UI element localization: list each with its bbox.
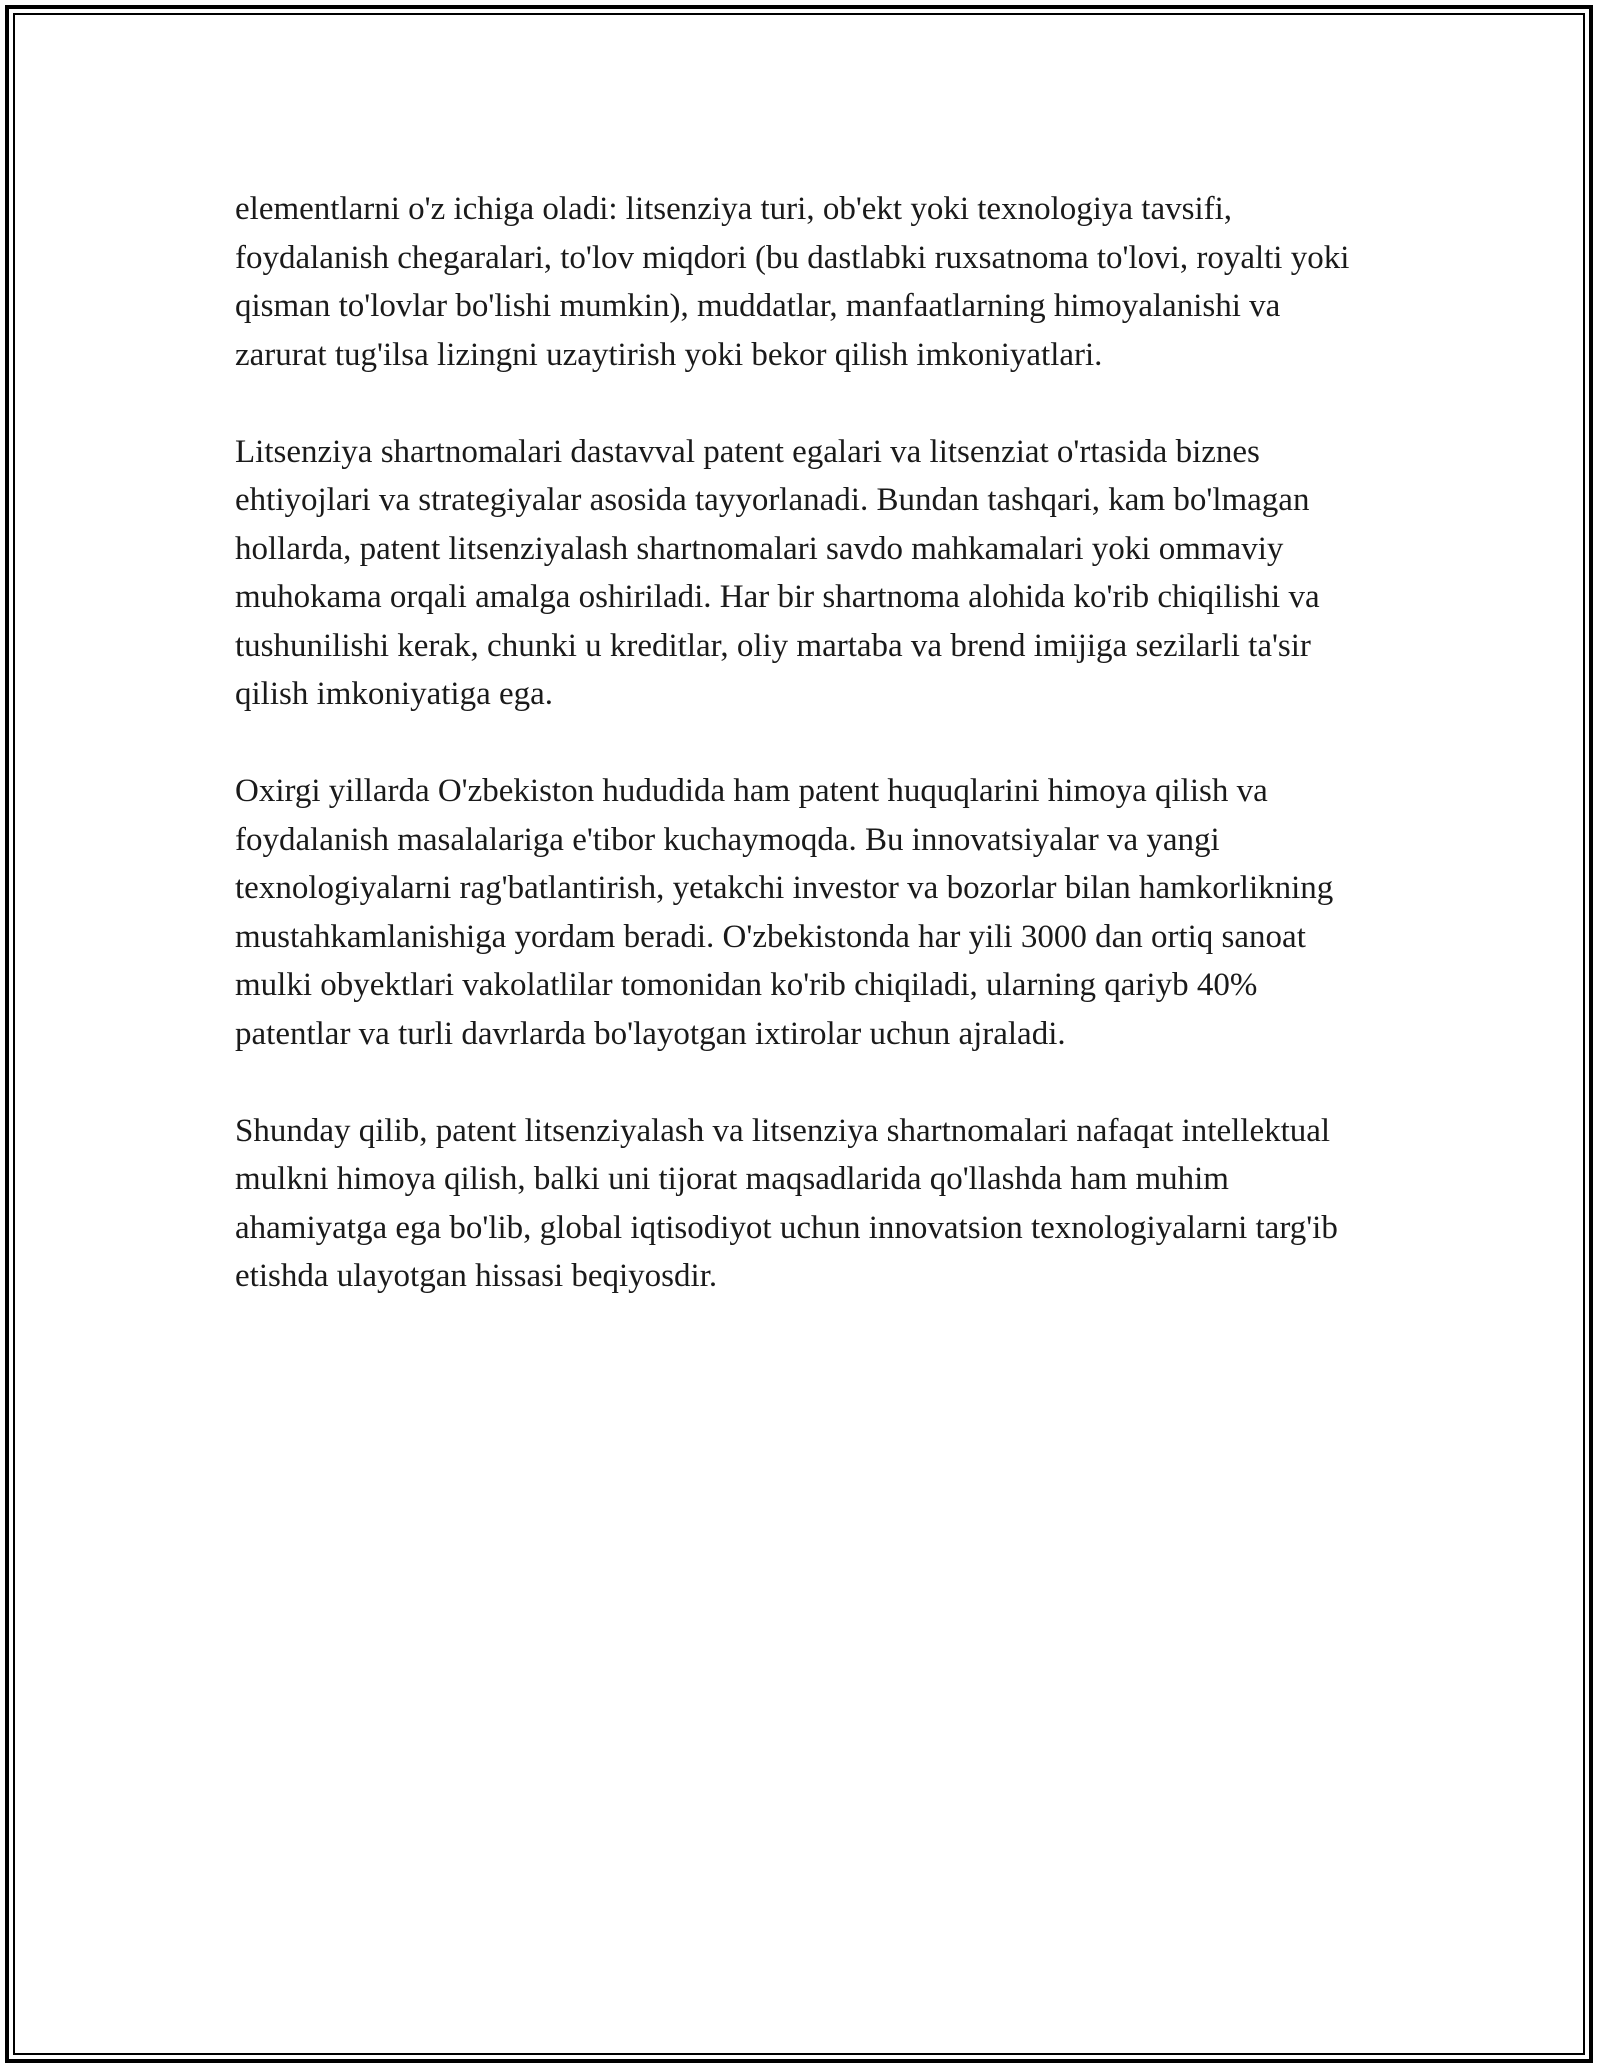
paragraph-3: Oxirgi yillarda O'zbekiston hududida ham patent huquqlarini himoya qilish va foydalanish masalalariga e'tibor kuchaymoqda. Bu innovatsiyalar va yangi texnologiyalarni rag'batlantirish, yetakchi investor va bozorlar bilan hamkorlikning mustahkamlanishiga yordam beradi. O'zbekistonda har yili 3000 dan ortiq sanoat mulki obyektlari vakolatlilar tomonidan ko'rib chiqiladi, ularning qariyb 40% patentlar va turli davrlarda bo'layotgan ixtirolar uchun ajraladi. (235, 773, 1334, 1052)
paragraph-2: Litsenziya shartnomalari dastavval patent egalari va litsenziat o'rtasida biznes ehtiyojlari va strategiyalar asosida tayyorlanadi. Bundan tashqari, kam bo'lmagan hollarda, patent litsenziyalash shartnomalari savdo mahkamalari yoki ommaviy muhokama orqali amalga oshiriladi. Har bir shartnoma alohida ko'rib chiqilishi va tushunilishi kerak, chunki u kreditlar, oliy martaba va brend imijiga sezilarli ta'sir qilish imkoniyatiga ega. (235, 433, 1320, 712)
paragraph-4: Shunday qilib, patent litsenziyalash va litsenziya shartnomalari nafaqat intellektual mulkni himoya qilish, balki uni tijorat maqsadlarida qo'llashda ham muhim ahamiyatga ega bo'lib, global iqtisodiyot uchun innovatsion texnologiyalarni targ'ib etishda ulayotgan hissasi beqiyosdir. (235, 1112, 1338, 1294)
document-body (235, 185, 1365, 1301)
paragraph-1: elementlarni o'z ichiga oladi: litsenziya turi, ob'ekt yoki texnologiya tavsifi, foydalanish chegaralari, to'lov miqdori (bu dastlabki ruxsatnoma to'lovi, royalti yoki qisman to'lovlar bo'lishi mumkin), muddatlar, manfaatlarning himoyalanishi va zarurat tug'ilsa lizingni uzaytirish yoki bekor qilish imkoniyatlari. (235, 191, 1350, 373)
